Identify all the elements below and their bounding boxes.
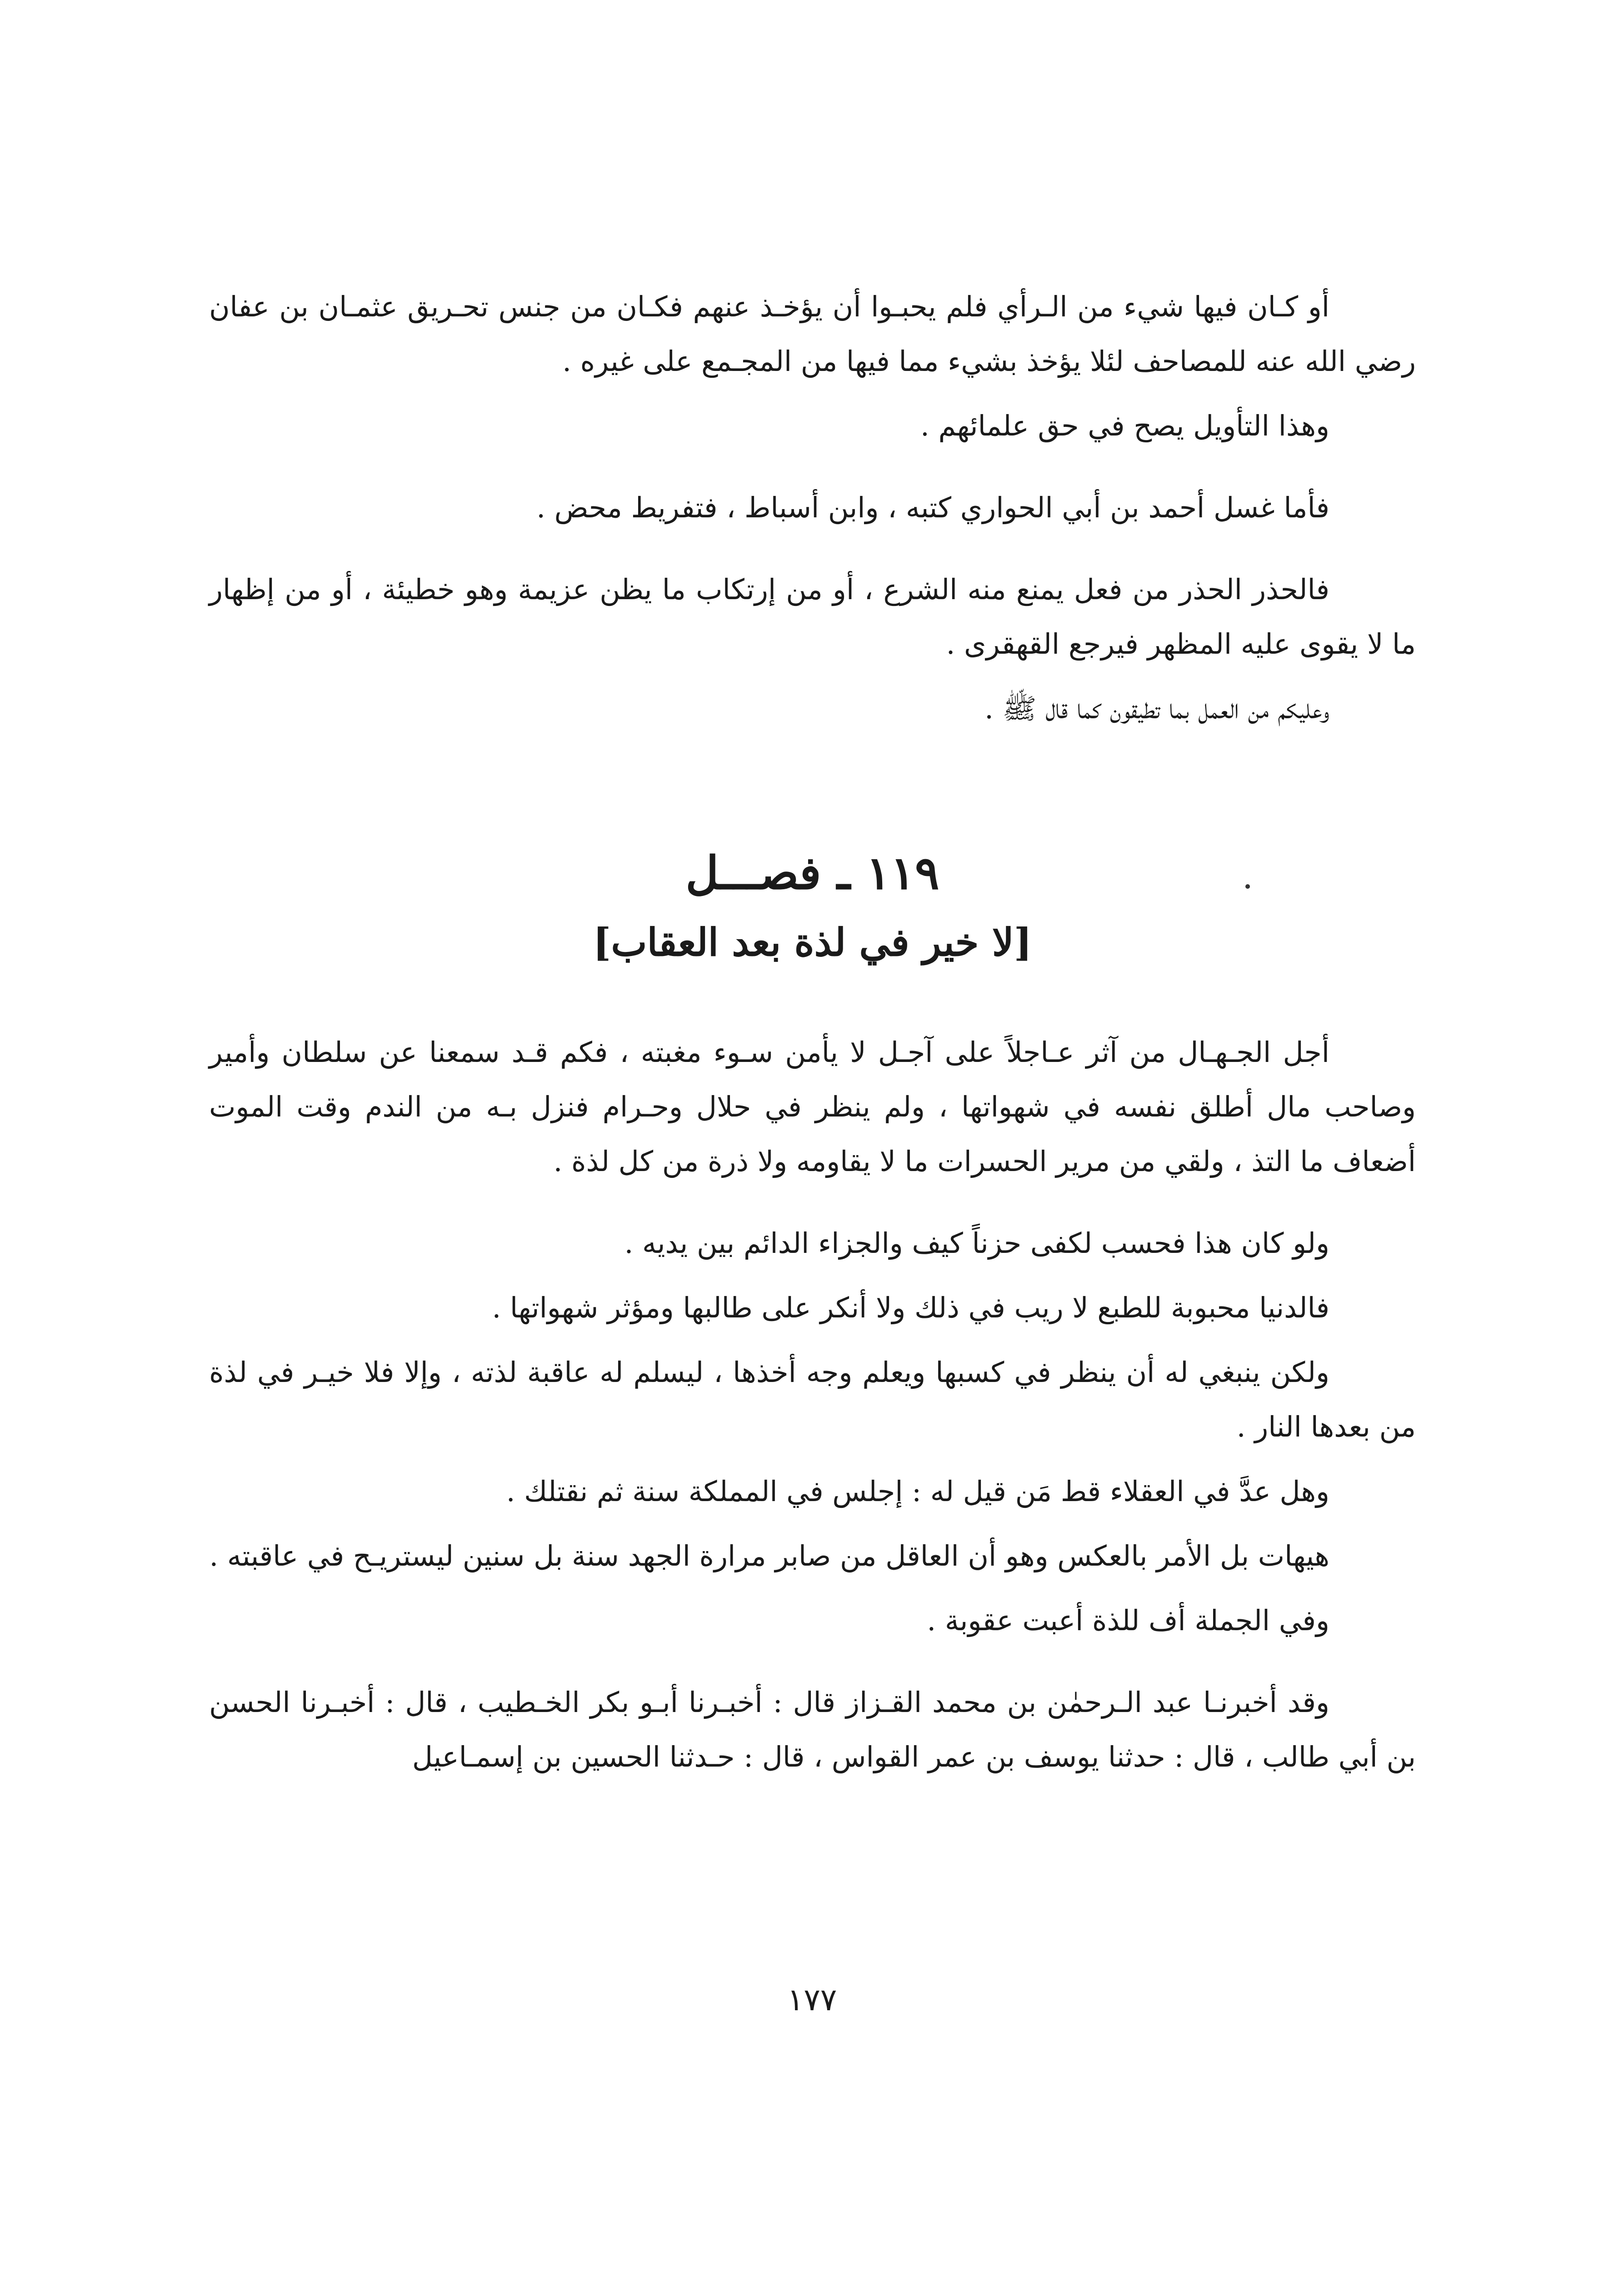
- paragraph: أو كـان فيها شيء من الـرأي فلم يحبـوا أن يؤخـذ عنهم فكـان من جنس تحـريق عثمـان بن عفان رضي الله عنه للمصاحف لئلا يؤخذ بشيء مما فيها من المجـمع على غيره .: [209, 290, 1416, 378]
- paragraph: وفي الجملة أف للذة أعبت عقوبة .: [927, 1604, 1329, 1637]
- paragraph: هيهات بل الأمر بالعكس وهو أن العاقل من صابر مرارة الجهد سنة بل سنين ليستريـح في عاقبته .: [209, 1539, 1329, 1572]
- body-text-bottom: [209, 1025, 1416, 1784]
- paragraph: ولو كان هذا فحسب لكفى حزناً كيف والجزاء الدائم بين يديه .: [624, 1227, 1329, 1260]
- paragraph: أجل الجـهـال من آثر عـاجلاً على آجـل لا يأمن سـوء مغبته ، فكم قـد سمعنا عن سلطان وأمير وصاحب مال أطلق نفسه في شهواتها ، ولم ينظر في حلال وحـرام فنزل بـه من الندم وقت الموت أضعاف ما التذ ، ولقي من مرير الحسرات ما لا يقاومه ولا ذرة من كل لذة .: [209, 1036, 1416, 1178]
- body-text-top: [209, 280, 1416, 736]
- section-title: [لا خير في لذة بعد العقاب]: [593, 920, 1032, 965]
- section-number: ١١٩ ـ فصـــل: [685, 846, 939, 900]
- paragraph: وعليكم من العمل بما تطيقون كما قال ﷺ .: [984, 692, 1329, 725]
- paragraph: وقد أخبرنـا عبد الـرحمٰن بن محمد القـزاز قال : أخبـرنا أبـو بكر الخـطيب ، قال : أخبـرنا الحسن بن أبي طالب ، قال : حدثنا يوسف بن عمر القواس ، قال : حـدثنا الحسين بن إسمـاعيل: [209, 1686, 1416, 1773]
- paragraph: وهذا التأويل يصح في حق علمائهم .: [920, 409, 1329, 442]
- paragraph: فأما غسل أحمد بن أبي الحواري كتبه ، وابن أسباط ، فتفريط محض .: [536, 491, 1329, 524]
- paragraph: فالدنيا محبوبة للطبع لا ريب في ذلك ولا أنكر على طالبها ومؤثر شهواتها .: [492, 1291, 1329, 1324]
- section-heading: [209, 839, 1416, 974]
- print-speck: [1245, 884, 1250, 889]
- paragraph: وهل عدَّ في العقلاء قط مَن قيل له : إجلس في المملكة سنة ثم نقتلك .: [506, 1475, 1329, 1508]
- paragraph: فالحذر الحذر من فعل يمنع منه الشرع ، أو من إرتكاب ما يظن عزيمة وهو خطيئة ، أو من إظهار ما لا يقوى عليه المظهر فيرجع القهقرى .: [209, 573, 1416, 661]
- paragraph: ولكن ينبغي له أن ينظر في كسبها ويعلم وجه أخذها ، ليسلم له عاقبة لذته ، وإلا فلا خيـر في لذة من بعدها النار .: [209, 1356, 1416, 1443]
- page-number: ١٧٧: [787, 1982, 837, 2018]
